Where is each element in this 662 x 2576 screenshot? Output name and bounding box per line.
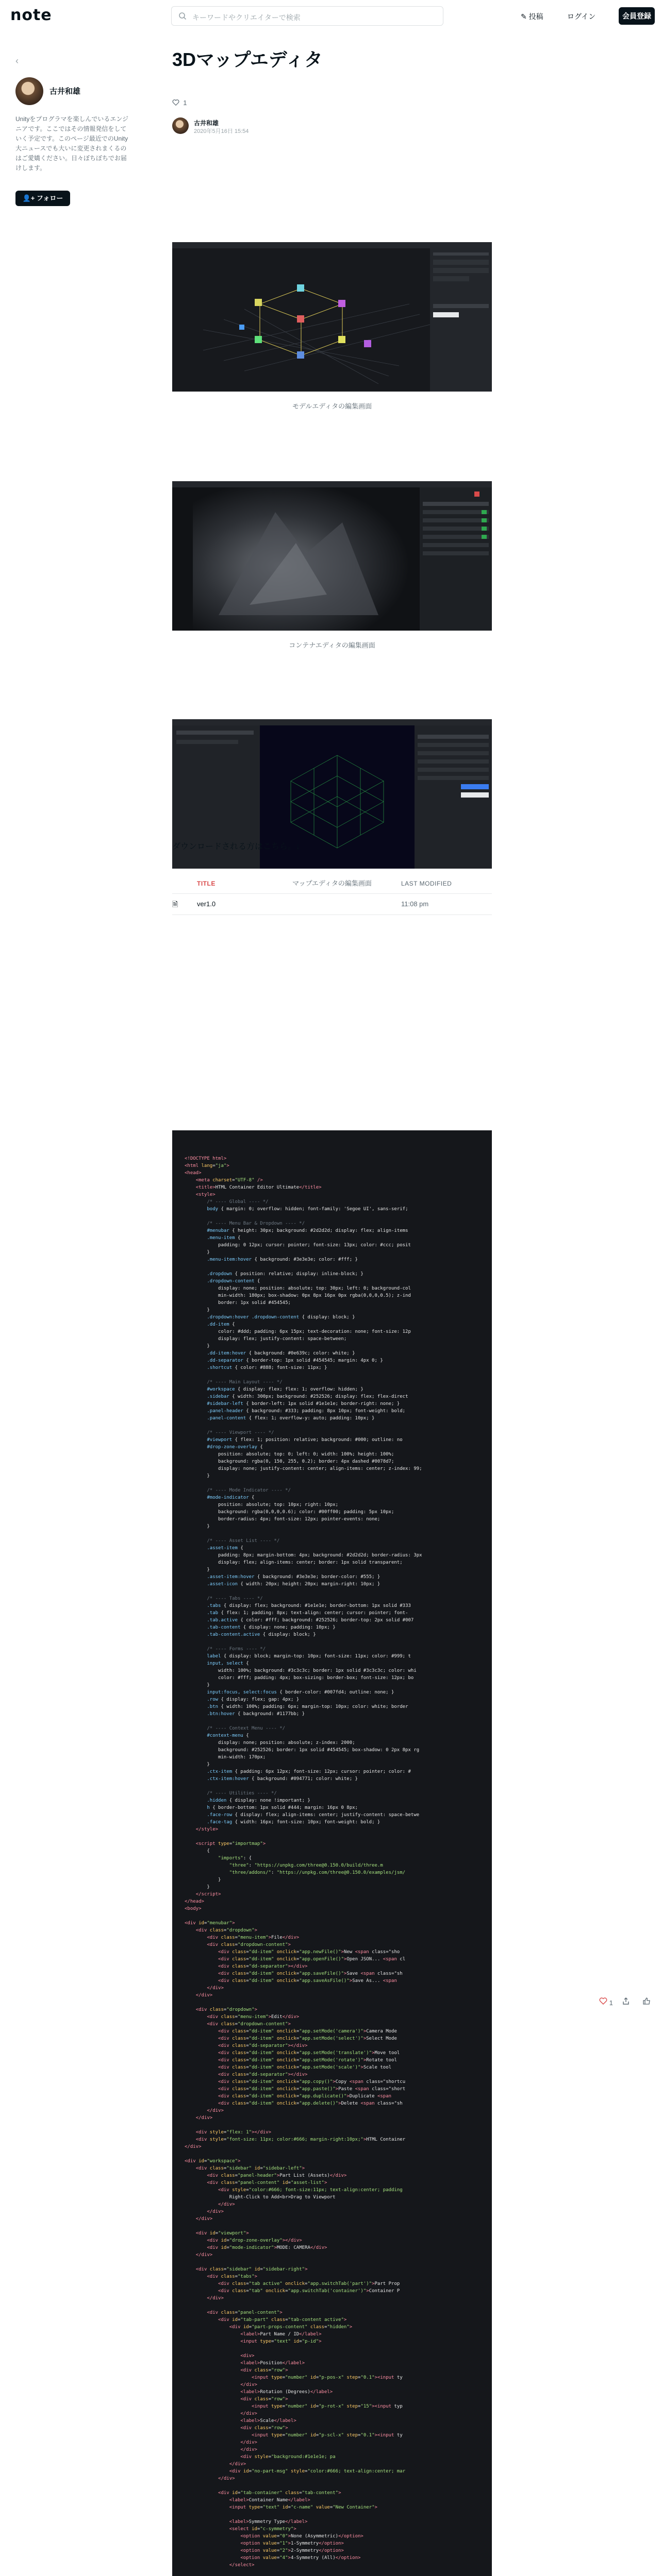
download-text: ダウンロードされる方はこちら。↓ (172, 842, 301, 851)
side-like-button[interactable] (599, 1997, 613, 2007)
col-modified: LAST MODIFIED (401, 880, 452, 887)
caption-map-editor: マップエディタの編集画面 (292, 879, 372, 887)
thumb-icon (642, 1997, 651, 2005)
model-editor-graphic (172, 242, 492, 392)
person-plus-icon: 👤+ (22, 194, 37, 202)
back-icon[interactable]: ‹ (15, 56, 19, 66)
author-avatar[interactable] (15, 77, 43, 105)
side-like-count: 1 (609, 1999, 613, 2007)
file-table-header (172, 876, 492, 894)
share-button[interactable] (622, 1997, 630, 2007)
follow-label: フォロー (37, 194, 63, 202)
note-logo[interactable]: note (10, 6, 52, 24)
author-avatar-small[interactable] (172, 117, 189, 134)
article-meta (172, 117, 492, 138)
caption-model-editor: モデルエディタの編集画面 (292, 402, 372, 410)
caption-container-editor: コンテナエディタの編集画面 (289, 641, 375, 649)
like-row[interactable] (172, 99, 187, 107)
author-sidebar (15, 56, 129, 202)
file-name[interactable]: ver1.0 (197, 900, 216, 908)
pen-icon: ✎ (521, 12, 529, 21)
figure-map-editor (172, 719, 492, 888)
search-icon (178, 12, 187, 20)
article-title: 3Dマップエディタ (172, 49, 323, 70)
article (172, 47, 492, 908)
heart-icon (599, 1997, 607, 2005)
file-table (172, 876, 492, 915)
share-icon (622, 1997, 630, 2005)
heart-icon[interactable] (172, 99, 179, 106)
like-count: 1 (183, 99, 187, 107)
screenshot-container-editor (172, 481, 492, 631)
post-button[interactable] (521, 11, 543, 22)
support-button[interactable] (642, 1997, 651, 2007)
search-box[interactable] (171, 6, 443, 26)
author-bio: Unityをプログラマを楽しんでいるエンジニアです。ここではその情報発信をしていく予定です。このページ最近でのUnity大ニュースでも大いに変更されまくるのはご愛嬌ください。日々ぼちぼちでお届けします。 (15, 115, 129, 172)
file-row[interactable] (172, 894, 492, 915)
code-screenshot (172, 1130, 492, 2576)
file-modified: 11:08 pm (401, 900, 429, 908)
search-placeholder: キーワードやクリエイターで検索 (192, 13, 301, 22)
file-icon: 🗎 (172, 900, 178, 908)
meta-author-name[interactable]: 古井和雄 (194, 120, 219, 127)
header (0, 0, 662, 33)
figure-container-editor (172, 481, 492, 650)
code-listing-image: <!DOCTYPE html> <html lang="ja"> <head> <meta charset="UTF-8" /> <title>HTML Container Editor Ultimate</title> <style> /* ---- Global ---- */ body { margin: 0; overflow: hidden; font-family: 'Segoe UI', sans-serif; /* ---- Menu Bar & Dropdown ---- */ #menubar { height: 30px; background: #2d2d2d; display: flex; align-items .menu-item { padding: 0 12px; cursor: pointer; font-size: 13px; color: #ccc; posit } .menu-item:hover { background: #3e3e3e; color: #fff; } .dropdown { position: relative; display: inline-block; } .dropdown-content { display: none; position: absolute; top: 30px; left: 0; background-col min-width: 180px; box-shadow: 0px 8px 16px 0px rgba(0,0,0,0.5); z-ind border: 1px solid #454545; } .dropdown:hover .dropdown-content { display: block; } .dd-item { color: #ddd; padding: 6px 15px; text-decoration: none; font-size: 12p display: flex; justify-content: space-between; } .dd-item:hover { background: #0e639c; color: white; } .dd-separator { border-top: 1px solid #454545; margin: 4px 0; } .shortcut { color: #888; font-size: 11px; } /* ---- Main Layout ---- */ #workspace { display: flex; flex: 1; overflow: hidden; } .sidebar { width: 300px; background: #252526; display: flex; flex-direct #sidebar-left { border-left: 1px solid #1e1e1e; border-right: none; } .panel-header { background: #333; padding: 8px 10px; font-weight: bold; .panel-content { flex: 1; overflow-y: auto; padding: 10px; } /* ---- Viewport ---- */ #viewport { flex: 1; position: relative; background: #000; outline: no #drop-zone-overlay { position: absolute; top: 0; left: 0; width: 100%; height: 100%; background: rgba(0, 150, 255, 0.2); border: 4px dashed #0078d7; display: none; justify-content: center; align-items: center; z-index: 99; } /* ---- Mode Indicator ---- */ #mode-indicator { position: absolute; top: 10px; right: 10px; background: rgba(0,0,0,0.6); color: #00ff00; padding: 5px 10px; border-radius: 4px; font-size: 12px; pointer-events: none; } /* ---- Asset List ---- */ .asset-item { padding: 8px; margin-bottom: 4px; background: #2d2d2d; border-radius: 3px display: flex; align-items: center; border: 1px solid transparent; } .asset-item:hover { background: #3e3e3e; border-color: #555; } .asset-icon { width: 20px; height: 20px; margin-right: 10px; } /* ---- Tabs ---- */ .tabs { display: flex; background: #1e1e1e; border-bottom: 1px solid #333 .tab { flex: 1; padding: 8px; text-align: center; cursor: pointer; font- .tab.active { color: #fff; background: #252526; border-top: 2px solid #007 .tab-content { display: none; padding: 10px; } .tab-content.active { display: block; } /* ---- Forms ---- */ label { display: block; margin-top: 10px; font-size: 11px; color: #999; t input, select { width: 100%; background: #3c3c3c; border: 1px solid #3c3c3c; color: whi color: #fff; padding: 4px; box-sizing: border-box; font-size: 12px; bo } input:focus, select:focus { border-color: #007fd4; outline: none; } .row { display: flex; gap: 4px; } .btn { width: 100%; padding: 6px; margin-top: 10px; color: white; border .btn:hover { background: #1177bb; } /* ---- Context Menu ---- */ #context-menu { display: none; position: absolute; z-index: 2000; background: #252526; border: 1px solid #454545; box-shadow: 0 2px 8px rg min-width: 170px; } .ctx-item { padding: 6px 12px; font-size: 12px; cursor: pointer; color: # .ctx-item:hover { background: #094771; color: white; } /* ---- Utilities ---- */ .hidden { display: none !important; } h { border-bottom: 1px solid #444; margin: 16px 0 8px; .face-row { display: flex; align-items: center; justify-content: space-betwe .face-tag { width: 16px; font-size: 10px; font-weight: bold; } </style> <script type="importmap"> { "imports": { "three": "https://unpkg.com/three@0.150.0/build/three.m "three/addons/": "https://unpkg.com/three@0.150.0/examples/jsm/ } } </script> </head> <body> <div id="menubar"> <div class="dropdown"> <div class="menu-item">File</div> <div class="dropdown-content"> <div class="dd-item" onclick="app.newFile()">New <span class="sho <div class="dd-item" onclick="app.openFile()">Open JSON... <span cl <div class="dd-separator"></div> <div class="dd-item" onclick="app.saveFile()">Save <span class="sh <div class="dd-item" onclick="app.saveAsFile()">Save As... <span </div> </div> <div class="dropdown"> <div class="menu-item">Edit</div> <div class="dropdown-content"> <div class="dd-item" onclick="app.setMode('camera')">Camera Mode <div class="dd-item" onclick="app.setMode('select')">Select Mode <div class="dd-separator"></div> <div class="dd-item" onclick="app.setMode('translate')">Move tool <div class="dd-item" onclick="app.setMode('rotate')">Rotate tool <div class="dd-item" onclick="app.setMode('scale')">Scale tool <div class="dd-separator"></div> <div class="dd-item" onclick="app.copy()">Copy <span class="shortcu <div class="dd-item" onclick="app.paste()">Paste <span class="short <div class="dd-item" onclick="app.duplicate()">Duplicate <span <div class="dd-item" onclick="app.delete()">Delete <span class="sh </div> </div> <div style="flex: 1"></div> <div style="font-size: 11px; color:#666; margin-right:10px;">HTML Container </div> <div id="workspace"> <div class="sidebar" id="sidebar-left"> <div class="panel-header">Part List (Assets)</div> <div class="panel-content" id="asset-list"> <div style="color:#666; font-size:11px; text-align:center; padding Right-Click to Add<br>Drag to Viewport </div> </div> </div> <div id="viewport"> <div id="drop-zone-overlay"></div> <div id="mode-indicator">MODE: CAMERA</div> </div> <div class="sidebar" id="sidebar-right"> <div class="tabs"> <div class="tab active" onclick="app.switchTab('part')">Part Prop <div class="tab" onclick="app.switchTab('container')">Container P </div> <div class="panel-content"> <div id="tab-part" class="tab-content active"> <div id="part-props-content" class="hidden"> <label>Part Name / ID</label> <input type="text" id="p-id"> <div> <label>Position</label> <div class="row"> <input type="number" id="p-pos-x" step="0.1"><input ty </div> <label>Rotation (Degrees)</label> <div class="row"> <input type="number" id="p-rot-x" step="15"><input typ </div> <label>Scale</label> <div class="row"> <input type="number" id="p-scl-x" step="0.1"><input ty </div> </div> <div style="background:#1e1e1e; pa </div> <div id="no-part-msg" style="color:#666; text-align:center; mar </div> <div id="tab-container" class="tab-content"> <label>Container Name</label> <input type="text" id="c-name" value="New Container"> <label>Symmetry Type</label> <select id="c-symmetry"> <option value="0">None (Asymmetric)</option> <option value="1">1-Symmetry</option> <option value="2">2-Symmetry</option> <option value="4">4-Symmetry (All)</option> </select> (185, 1156, 422, 2568)
container-editor-graphic (172, 481, 492, 631)
signup-button[interactable]: 会員登録 (619, 7, 655, 25)
figure-model-editor (172, 242, 492, 411)
post-label: 投稿 (528, 12, 543, 21)
login-button[interactable]: ログイン (567, 12, 596, 21)
publish-date: 2020年5月16日 15:54 (194, 128, 249, 134)
screenshot-model-editor (172, 242, 492, 392)
author-name[interactable]: 古井和雄 (49, 87, 81, 96)
follow-button[interactable] (15, 191, 70, 206)
col-title: TITLE (197, 880, 216, 887)
